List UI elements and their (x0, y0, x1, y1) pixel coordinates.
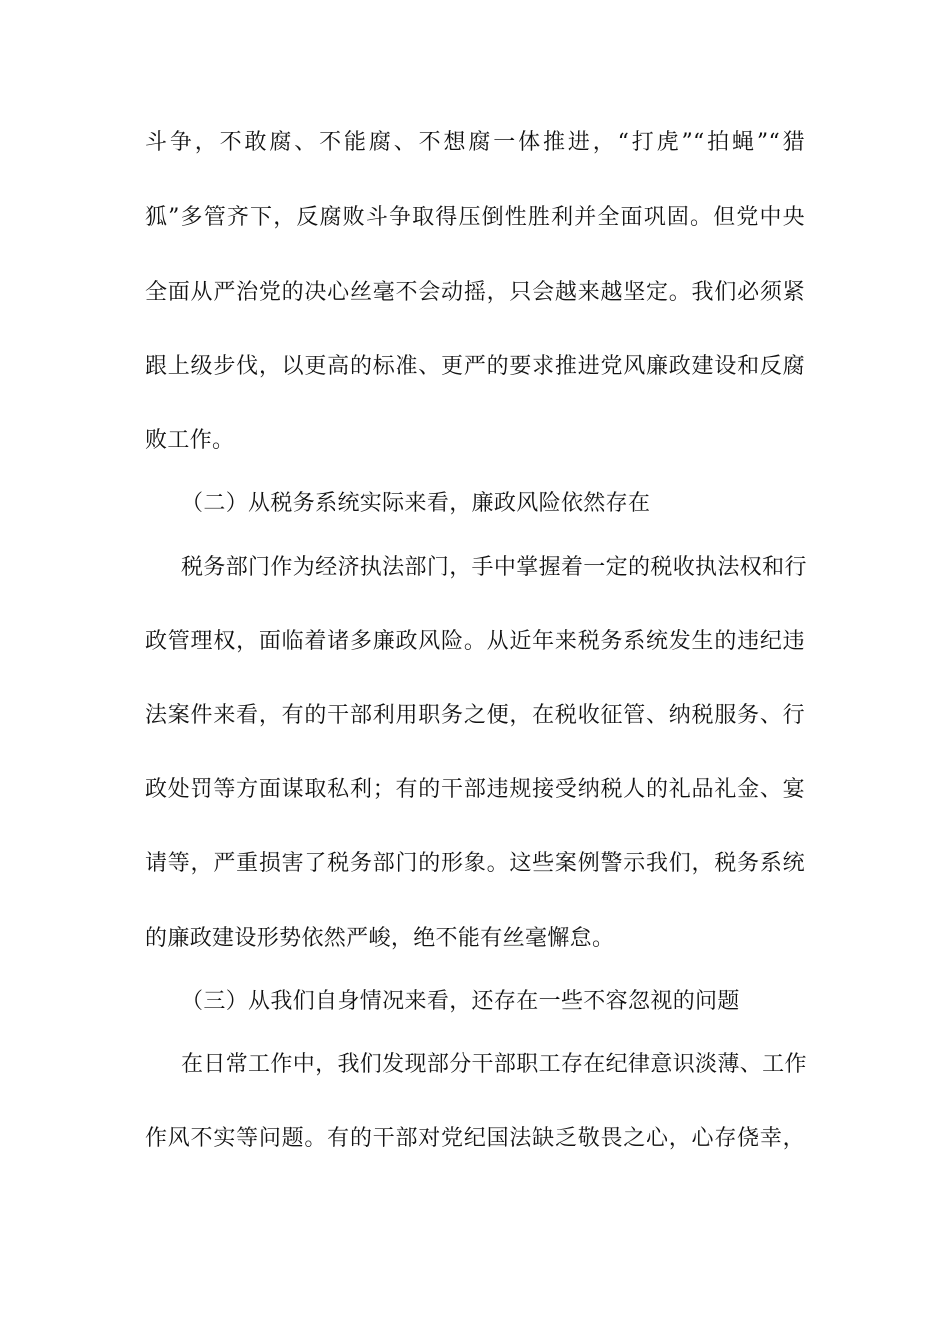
paragraph-2-line-2: 政管理权，面临着诸多廉政风险。从近年来税务系统发生的违纪违 (145, 629, 805, 654)
paragraph-2-line-3: 法案件来看，有的干部利用职务之便，在税收征管、纳税服务、行 (145, 703, 805, 728)
paragraph-3-line-2: 作风不实等问题。有的干部对党纪国法缺乏敬畏之心，心存侥幸， (145, 1126, 805, 1151)
paragraph-2-line-6: 的廉政建设形势依然严峻，绝不能有丝毫懈怠。 (145, 926, 615, 951)
section-heading-2: （二）从税务系统实际来看，廉政风险依然存在 (181, 491, 651, 516)
paragraph-1-line-3: 全面从严治党的决心丝毫不会动摇，只会越来越坚定。我们必须紧 (145, 280, 805, 305)
paragraph-1-line-1: 斗争，不敢腐、不能腐、不想腐一体推进，“打虎”“拍蝇”“猎 (145, 130, 805, 155)
paragraph-1-line-2: 狐”多管齐下，反腐败斗争取得压倒性胜利并全面巩固。但党中央 (145, 205, 805, 230)
paragraph-2-line-5: 请等，严重损害了税务部门的形象。这些案例警示我们，税务系统 (145, 851, 805, 876)
paragraph-2-line-4: 政处罚等方面谋取私利；有的干部违规接受纳税人的礼品礼金、宴 (145, 777, 805, 802)
paragraph-3-line-1: 在日常工作中，我们发现部分干部职工存在纪律意识淡薄、工作 (181, 1052, 807, 1077)
paragraph-1-line-4: 跟上级步伐，以更高的标准、更严的要求推进党风廉政建设和反腐 (145, 354, 805, 379)
section-heading-3: （三）从我们自身情况来看，还存在一些不容忽视的问题 (181, 989, 740, 1014)
paragraph-1-line-5: 败工作。 (145, 428, 235, 453)
paragraph-2-line-1: 税务部门作为经济执法部门，手中掌握着一定的税收执法权和行 (181, 555, 807, 580)
